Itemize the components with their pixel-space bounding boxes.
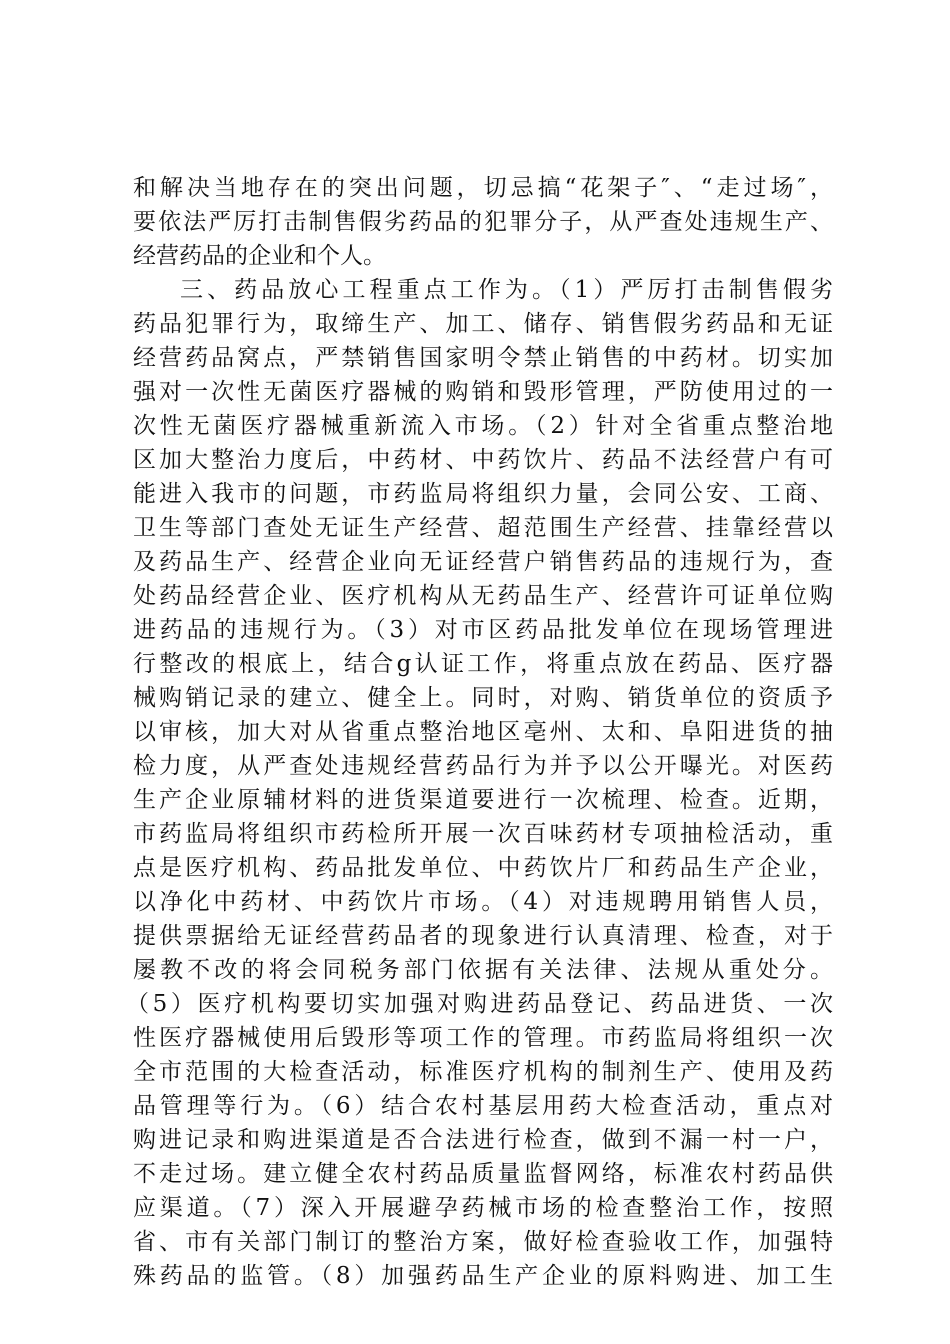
text-line: 以净化中药材、中药饮片市场。（4）对违规聘用销售人员，: [133, 889, 833, 915]
text-line: 屡教不改的将会同税务部门依据有关法律、法规从重处分。: [133, 957, 833, 983]
text-line: 殊药品的监管。（8）加强药品生产企业的原料购进、加工生: [133, 1263, 833, 1289]
text-line: 经营药品的企业和个人。: [133, 243, 386, 269]
text-line: 品管理等行为。（6）结合农村基层用药大检查活动，重点对: [133, 1093, 833, 1119]
text-line: 不走过场。建立健全农村药品质量监督网络，标准农村药品供: [133, 1161, 833, 1187]
text-line: 要依法严厉打击制售假劣药品的犯罪分子，从严查处违规生产、: [133, 209, 833, 235]
text-line: 及药品生产、经营企业向无证经营户销售药品的违规行为，查: [133, 549, 833, 575]
text-line: 市药监局将组织市药检所开展一次百味药材专项抽检活动，重: [133, 821, 833, 847]
text-line: 次性无菌医疗器械重新流入市场。（2）针对全省重点整治地: [133, 413, 833, 439]
text-line: 生产企业原辅材料的进货渠道要进行一次梳理、检查。近期，: [133, 787, 833, 813]
text-line: 械购销记录的建立、健全上。同时，对购、销货单位的资质予: [133, 685, 833, 711]
paragraph-start-line: 三、药品放心工程重点工作为。（1）严厉打击制售假劣: [180, 277, 833, 303]
text-line: 经营药品窝点，严禁销售国家明令禁止销售的中药材。切实加: [133, 345, 833, 371]
text-line: 和解决当地存在的突出问题，切忌搞“花架子″、“走过场″，: [133, 175, 833, 201]
text-line: 药品犯罪行为，取缔生产、加工、储存、销售假劣药品和无证: [133, 311, 833, 337]
text-line: 性医疗器械使用后毁形等项工作的管理。市药监局将组织一次: [133, 1025, 833, 1051]
text-line: 检力度，从严查处违规经营药品行为并予以公开曝光。对医药: [133, 753, 833, 779]
text-line: 区加大整治力度后，中药材、中药饮片、药品不法经营户有可: [133, 447, 833, 473]
text-line: 省、市有关部门制订的整治方案，做好检查验收工作，加强特: [133, 1229, 833, 1255]
text-line: 以审核，加大对从省重点整治地区亳州、太和、阜阳进货的抽: [133, 719, 833, 745]
text-line: 点是医疗机构、药品批发单位、中药饮片厂和药品生产企业，: [133, 855, 833, 881]
text-line: 强对一次性无菌医疗器械的购销和毁形管理，严防使用过的一: [133, 379, 833, 405]
text-line: 购进记录和购进渠道是否合法进行检查，做到不漏一村一户，: [133, 1127, 833, 1153]
text-line: 卫生等部门查处无证生产经营、超范围生产经营、挂靠经营以: [133, 515, 833, 541]
text-line: 进药品的违规行为。（3）对市区药品批发单位在现场管理进: [133, 617, 833, 643]
text-line: 提供票据给无证经营药品者的现象进行认真清理、检查，对于: [133, 923, 833, 949]
text-line: 处药品经营企业、医疗机构从无药品生产、经营许可证单位购: [133, 583, 833, 609]
text-line: 行整改的根底上，结合g认证工作，将重点放在药品、医疗器: [133, 651, 833, 677]
text-line: 应渠道。（7）深入开展避孕药械市场的检查整治工作，按照: [133, 1195, 833, 1221]
text-line: 全市范围的大检查活动，标准医疗机构的制剂生产、使用及药: [133, 1059, 833, 1085]
text-line: 能进入我市的问题，市药监局将组织力量，会同公安、工商、: [133, 481, 833, 507]
text-line: （5）医疗机构要切实加强对购进药品登记、药品进货、一次: [126, 991, 833, 1017]
